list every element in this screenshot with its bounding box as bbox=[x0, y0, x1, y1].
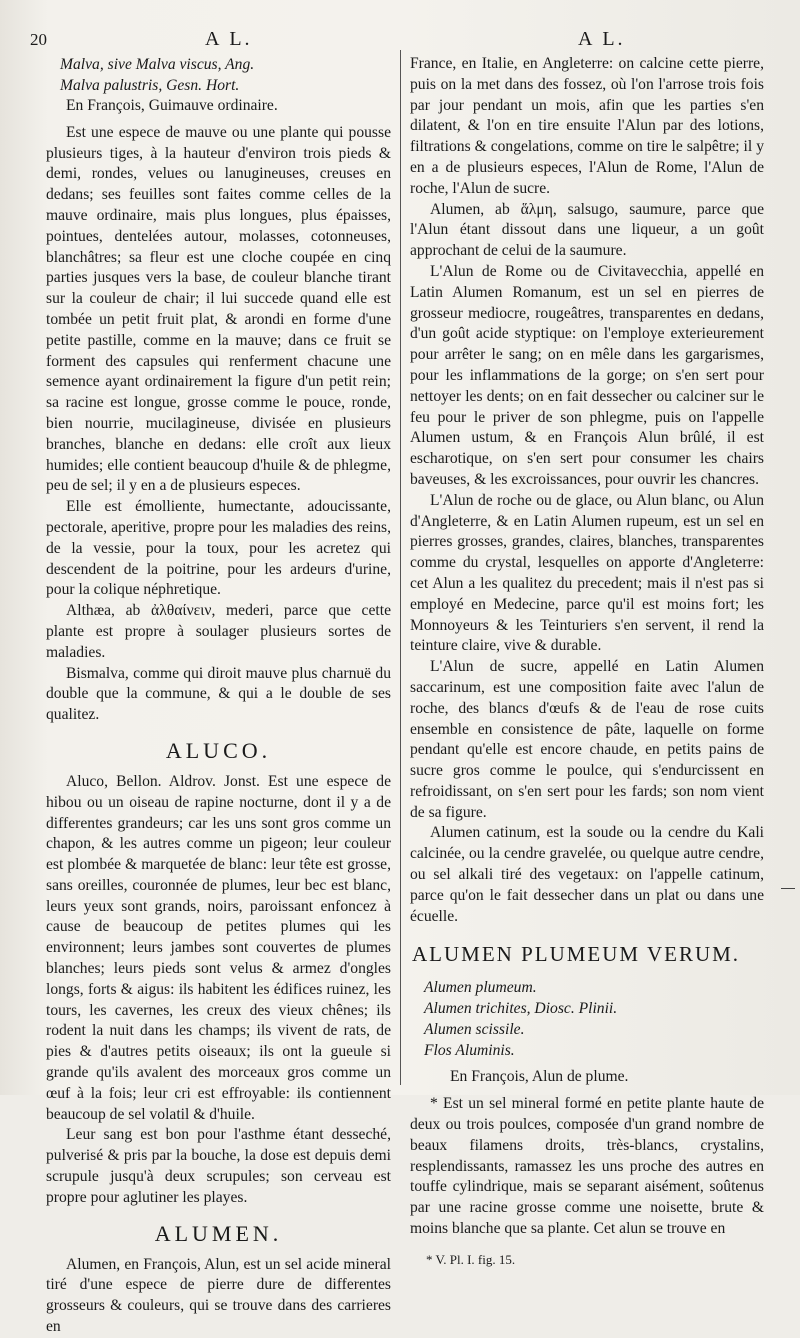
french-name: En François, Guimauve ordinaire. bbox=[66, 97, 278, 114]
paragraph: Alumen, en François, Alun, est un sel acide mineral tiré d'une espece de pierre dure de differentes grosseurs & couleurs, qui se trouve dans des carrieres en bbox=[46, 1255, 391, 1336]
paragraph: Alumen, ab ἅλμη, salsugo, saumure, parce que l'Alun étant dissout dans une liqueur, a un goût approchant de celui de la saumure. bbox=[410, 200, 764, 260]
section-heading-aluco: ALUCO. bbox=[165, 737, 272, 763]
running-head-left: A L. bbox=[205, 28, 253, 50]
paragraph: L'Alun de sucre, appellé en Latin Alumen saccarinum, est une composition faite avec l'alun de roche, des blancs d'œufs & de l'eau de rose cuits ensemble en consistence de pâte, laquelle on forme pendant qu'elle est encore chaude, en petits pains de sucre gros comme le poulce, qui s'endurcissent en refroidissant, on s'en sert pour les fards; son nom vient de sa figure. bbox=[410, 658, 764, 821]
paragraph: Althæa, ab ἀλθαίνειν, mederi, parce que cette plante est propre à soulager plusieurs sortes de maladies. bbox=[46, 602, 391, 661]
section-heading-alumen-plumeum: ALUMEN PLUMEUM VERUM. bbox=[412, 942, 741, 967]
section-heading-alumen: ALUMEN. bbox=[154, 1220, 283, 1246]
margin-rule bbox=[781, 888, 795, 889]
paragraph: * Est un sel mineral formé en petite plante haute de deux ou trois poulces, composée d'un grand nombre de beaux filamens droits, très-blancs, crystalins, resplendissants, ramassez les uns proche des autres en touffe cylindrique, mais se separant aisément, soûtenus par une racine grosse comme une noisette, brute & moins blanche que sa plante. Cet alun se trouve en bbox=[410, 1095, 764, 1238]
synonym-line: Malva, sive Malva viscus, Ang. bbox=[60, 56, 255, 73]
synonym-line: Alumen scissile. bbox=[424, 1021, 525, 1039]
paragraph: Elle est émolliente, humectante, adoucissante, pectorale, aperitive, propre pour les maladies des reins, de la vessie, pour la toux, pour les acretez qui descendent de la poitrine, pour les ardeurs d'urine, pour la colique néphretique. bbox=[46, 498, 391, 599]
paragraph: France, en Italie, en Angleterre: on calcine cette pierre, puis on la met dans des fossez, où l'on l'arrose trois fois par jour pendant un mois, afin que les parties s'en dilatent, & l'on en tire ensuite l'Alun par des lotions, filtrations & congelations, comme on tire le salpêtre; il y en a de plusieurs especes, l'Alun de Rome, l'Alun de roche, l'Alun de sucre. bbox=[410, 55, 764, 197]
footnote: * V. Pl. I. fig. 15. bbox=[426, 1251, 516, 1267]
french-name: En François, Alun de plume. bbox=[450, 1068, 629, 1086]
page-number: 20 bbox=[30, 30, 47, 49]
running-head-right: A L. bbox=[578, 28, 626, 50]
paragraph: L'Alun de roche ou de glace, ou Alun blanc, ou Alun d'Angleterre, & en Latin Alumen rupeum, est un sel en pierres grosses, grandes, claires, blanches, transparentes comme du crystal, lesquelles on apporte d'Angleterre: cet Alun a les qualitez du precedent; mais il n'est pas si employé en Medecine, parce qu'il est moins fort; les Monnoyeurs & les Teinturiers s'en servent, il rend la teinture claire, vive & durable. bbox=[410, 491, 764, 655]
synonym-line: Flos Aluminis. bbox=[424, 1042, 515, 1060]
paragraph: L'Alun de Rome ou de Civitavecchia, appellé en Latin Alumen Romanum, est un sel en pierres de grosseur mediocre, rougeâtres, transparentes en dedans, d'un goût acide styptique: on l'employe exterieurement pour arrêter le sang; on en mêle dans les gargarismes, pour les inflammations de la gorge; on s'en sert pour nettoyer les dents; on en fait dessecher ou calciner sur le feu pour le priver de son phlegme, puis on l'appelle Alumen ustum, & en François Alun brûlé, il est escharotique, on s'en sert pour consumer les chairs baveuses, & les excroissances, pour ouvrir les chancres. bbox=[410, 262, 764, 488]
left-column bbox=[46, 54, 391, 1338]
paragraph: Aluco, Bellon. Aldrov. Jonst. Est une espece de hibou ou un oiseau de rapine nocturne, dont il y a de differentes grandeurs; car les uns sont gros comme un chapon, & les autres comme un pigeon; leur couleur est plombée & marquetée de blanc: leur tête est grosse, sans oreilles, couronnée de plumes, leur bec est blanc, leurs yeux sont grands, noirs, paroissant enfoncez à cause de beaucoup de petites plumes qui les environnent; leurs jambes sont couvertes de plumes blanches; leurs pieds sont velus & armez d'ongles longs, forts & aigus: ils habitent les édifices ruinez, les tours, les cavernes, les creux des vieux chênes; ils rodent la nuit dans les champs; ils vivent de rats, de pies & d'autres petits oiseaux; ils ont la gueule si grande qu'ils avalent des morceaux gros comme un œuf à la fois; leur cri est effroyable: ils contiennent beaucoup de sel volatil & d'huile. bbox=[46, 772, 391, 1123]
column-divider bbox=[400, 50, 401, 1085]
paragraph: Alumen catinum, est la soude ou la cendre du Kali calcinée, ou la cendre gravelée, ou quelque autre cendre, ou sel alkali tiré des vegetaux: on l'appelle catinum, parce qu'on le fait dessecher dans un plat ou dans une écuelle. bbox=[410, 824, 764, 925]
paragraph: Leur sang est bon pour l'asthme étant desseché, pulverisé & pris par la bouche, la dose est depuis demi scrupule jusqu'à deux scrupules; son cerveau est propre pour aglutiner les playes. bbox=[46, 1126, 391, 1206]
paragraph: Est une espece de mauve ou une plante qui pousse plusieurs tiges, à la hauteur d'environ trois pieds & demi, rondes, velues ou lanugineuses, creuses en dedans; ses feuilles sont faites comme celles de la mauve ordinaire, mais plus longues, plus épaisses, pointues, dentelées autour, molasses, cotonneuses, blanchâtres; sa fleur est une cloche coupée en cinq parties jusques vers la base, de couleur blanche tirant sur la couleur de chair; il lui succede quand elle est tombée un petit fruit plat, & arondi en forme d'une petite pastille, comme en la mauve; dans ce fruit se forment des capsules qui renferment chacune une semence ayant ordinairement la figure d'un petit rein; sa racine est longue, grosse comme le pouce, ronde, bien nourrie, mucilagineuse, divisée en plusieurs branches, blanche en dedans: elle croît aux lieux humides; elle contient beaucoup d'huile & de phlegme, peu de sel; il y en a de plusieurs especes. bbox=[46, 123, 391, 495]
paragraph: Bismalva, comme qui diroit mauve plus charnuë du double que la commune, & qui a le double de ses qualitez. bbox=[46, 664, 391, 724]
synonym-line: Alumen trichites, Diosc. Plinii. bbox=[424, 1000, 618, 1018]
synonym-line: Alumen plumeum. bbox=[424, 979, 537, 997]
synonym-line: Malva palustris, Gesn. Hort. bbox=[60, 77, 240, 94]
right-column bbox=[410, 54, 764, 1271]
